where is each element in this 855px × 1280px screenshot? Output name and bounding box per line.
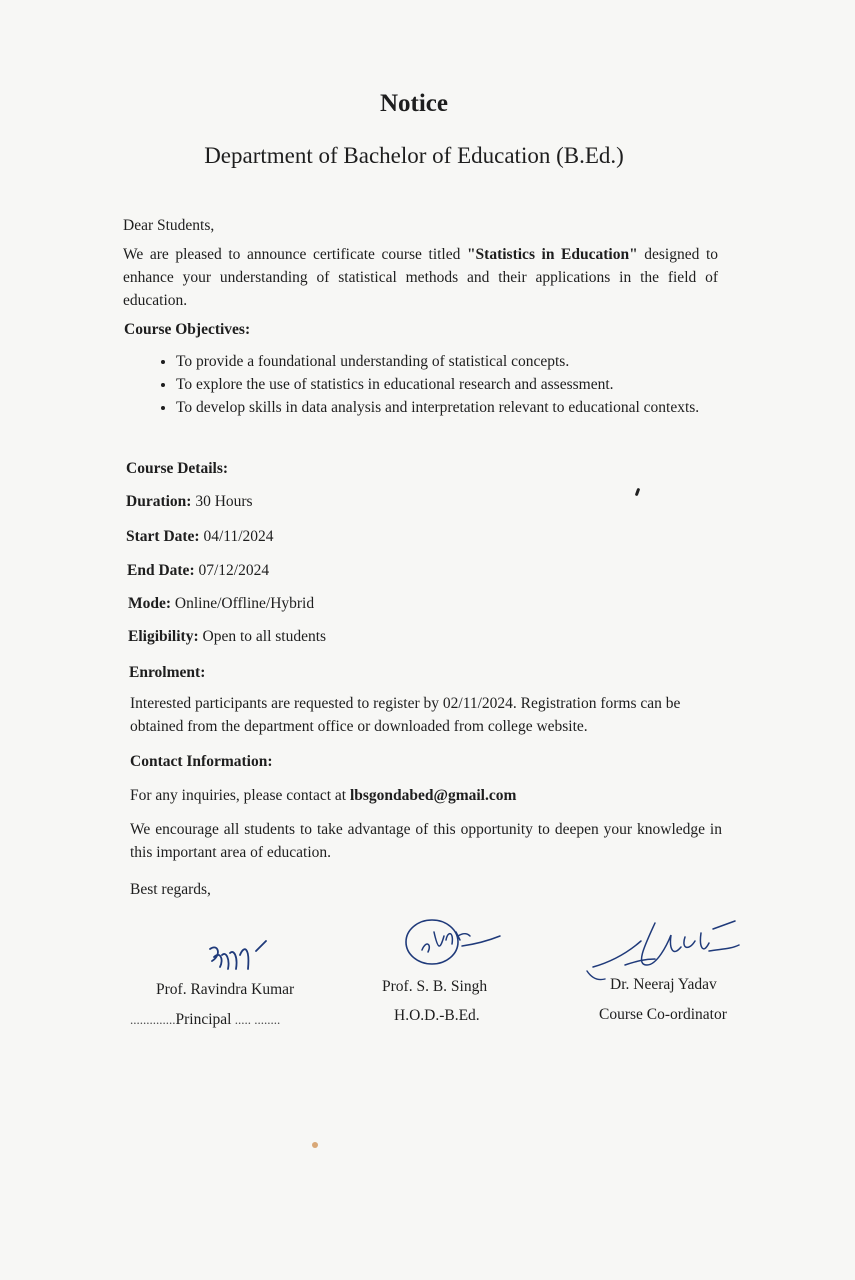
intro-paragraph	[123, 243, 718, 312]
detail-label: Mode:	[128, 595, 172, 612]
detail-value: 04/11/2024	[199, 528, 274, 545]
detail-end-date	[127, 562, 269, 580]
notice-title: Notice	[379, 90, 449, 117]
signature-principal	[200, 935, 270, 985]
detail-label: Eligibility:	[128, 628, 199, 645]
detail-duration	[126, 493, 253, 511]
course-title: "Statistics in Education"	[466, 246, 638, 263]
detail-label: Duration:	[126, 493, 192, 510]
detail-label: Start Date:	[126, 528, 200, 545]
signatory-name: Prof. S. B. Singh	[382, 978, 488, 995]
intro-suffix: designed to enhance your understanding of statistical methods and their applications in the field of education.	[123, 246, 719, 309]
details-heading: Course Details:	[126, 460, 229, 477]
paper-speck	[312, 1142, 318, 1148]
objective-item: • To develop skills in data analysis and interpretation relevant to educational contexts.	[176, 396, 736, 419]
contact-prefix: For any inquiries, please contact at	[130, 787, 350, 804]
closing: Best regards,	[130, 881, 211, 898]
detail-eligibility	[128, 628, 326, 646]
signatory-role: Principal	[175, 1011, 232, 1028]
department-name: Department of Bachelor of Education (B.Ed.)	[204, 143, 624, 168]
dotted-line: ..... ........	[231, 1012, 281, 1027]
detail-value: 30 Hours	[191, 493, 253, 510]
signature-hod	[400, 910, 510, 970]
detail-value: 07/12/2024	[194, 562, 270, 579]
detail-label: End Date:	[127, 562, 195, 579]
detail-start-date	[126, 528, 274, 546]
contact-line	[130, 784, 516, 807]
ink-mark	[635, 488, 641, 497]
detail-mode	[128, 595, 314, 613]
principal-role-line	[130, 1011, 280, 1029]
signatory-role: H.O.D.-B.Ed.	[394, 1007, 480, 1024]
objective-item: • To explore the use of statistics in educational research and assessment.	[176, 373, 736, 396]
signatory-name: Prof. Ravindra Kumar	[156, 981, 295, 998]
detail-value: Online/Offline/Hybrid	[171, 595, 315, 612]
greeting: Dear Students,	[123, 217, 215, 234]
intro-prefix: We are pleased to announce certificate course titled	[123, 246, 467, 263]
enrolment-text: Interested participants are requested to register by 02/11/2024. Registration forms can be obtained from the department office or downloaded from college website.	[130, 695, 681, 735]
objectives-heading: Course Objectives:	[124, 321, 251, 338]
enrolment-heading: Enrolment:	[129, 664, 206, 681]
dotted-line: ..............	[130, 1012, 176, 1027]
encourage-paragraph: We encourage all students to take advantage of this opportunity to deepen your knowledge in this important area of education.	[130, 821, 722, 861]
signature-coordinator	[585, 915, 745, 985]
contact-heading: Contact Information:	[130, 753, 273, 770]
detail-value: Open to all students	[198, 628, 327, 645]
contact-email: lbsgondabed@gmail.com	[349, 787, 517, 804]
signatory-role: Course Co-ordinator	[599, 1006, 727, 1023]
objective-item: • To provide a foundational understanding of statistical concepts.	[176, 350, 736, 373]
signatory-name: Dr. Neeraj Yadav	[610, 976, 717, 993]
objectives-list	[128, 350, 736, 419]
